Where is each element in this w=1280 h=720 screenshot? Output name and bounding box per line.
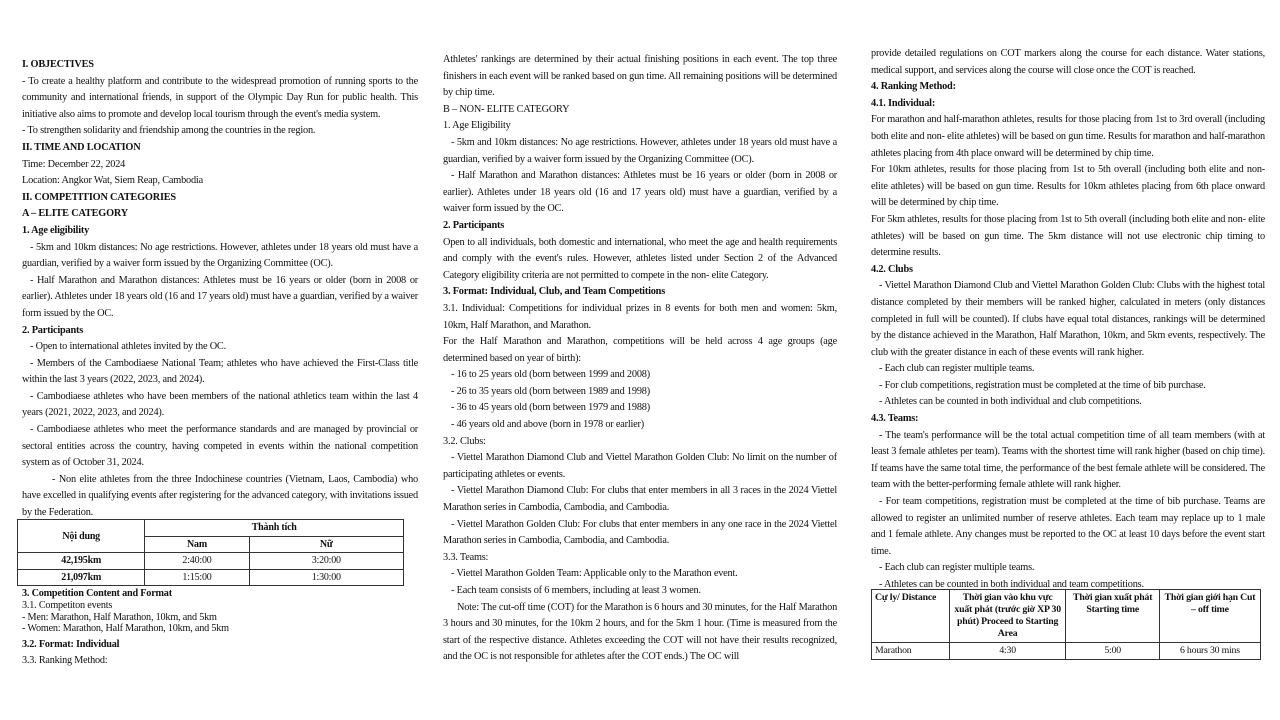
- events-heading: 3.1. Competiton events: [22, 599, 113, 611]
- table-header-start: Thời gian xuất phát Starting time: [1066, 590, 1159, 643]
- team-rule: - Each club can register multiple teams.: [879, 562, 1035, 574]
- participant-rule: - Members of the Cambodiaese National Team; athletes who have achieved the First-Class title within the last 3 years (2022, 2023, and 2024).: [22, 357, 418, 386]
- column-3: [871, 46, 1265, 594]
- clubs-heading: 3.2. Clubs:: [443, 435, 486, 447]
- men-events: - Men: Marathon, Half Marathon, 10km, and 5km: [22, 611, 217, 623]
- event-time: Time: December 22, 2024: [22, 158, 126, 170]
- table-cell-cutoff: 6 hours 30 mins: [1159, 643, 1260, 660]
- table-cell-event: 21,097km: [18, 569, 145, 586]
- club-rule: - Viettel Marathon Diamond Club and Viettel Marathon Golden Club: No limit on the number of participating athletes or events.: [443, 452, 837, 480]
- individual-text: 3.1. Individual: Competitions for individual prizes in 8 events for both men and women: 5km, 10km, Half Marathon, and Marathon.: [443, 302, 837, 331]
- club-rule: - Each club can register multiple teams.: [879, 363, 1035, 375]
- team-rule: - For team competitions, registration must be completed at the time of bib purchase. Teams are allowed to register an unlimited number of reserve athletes. Each team may replace up to 1 male and 1 female athlete. Any changes must be reported to the OC at least 10 days before the event start time.: [871, 496, 1265, 557]
- table-header-female: Nữ: [249, 536, 403, 553]
- individual-text: For the Half Marathon and Marathon, competitions will be held across 4 age groups (age determined based on year of birth):: [443, 336, 837, 364]
- table-cell-female: 1:30:00: [249, 569, 403, 586]
- age-group-item: - 46 years old and above (born in 1978 or earlier): [451, 419, 645, 431]
- participants-text: Open to all individuals, both domestic and international, who meet the age and health requirements and comply with the event's rules. However, athletes listed under Section 2 of the Advanced Category eligibility criteria are not permitted to compete in the non- elite Category.: [443, 236, 837, 281]
- age-group-item: - 36 to 45 years old (born between 1979 and 1988): [451, 402, 650, 414]
- club-rule: - Athletes can be counted in both individual and club competitions.: [879, 396, 1142, 408]
- age-rule: - Half Marathon and Marathon distances: Athletes must be 16 years or older (born in 2008 or earlier). Athletes under 18 years old (16 and 17 years old) must have a guardian, verified by a waiver form issued by the OC.: [22, 274, 418, 319]
- age-rule: - Half Marathon and Marathon distances: Athletes must be 16 years or older (born in 2008 or earlier). Athletes under 18 years old (16 and 17 years old) must have a guardian, verified by a waiver form issued by the OC.: [443, 170, 837, 215]
- table-header-result: Thành tích: [145, 520, 404, 537]
- team-rule: - Each team consists of 6 members, including at least 3 women.: [451, 585, 701, 596]
- table-cell-start: 5:00: [1066, 643, 1159, 660]
- individual-rule: For 5km athletes, results for those placing from 1st to 5th overall (including both elite and non- elite athletes) will be based on gun time. The 5km distance will not use electronic chip timing to determine results.: [871, 213, 1265, 259]
- table-header-proceed: Thời gian vào khu vực xuất phát (trước giờ XP 30 phút) Proceed to Starting Area: [949, 590, 1066, 643]
- individual-rule: For marathon and half-marathon athletes, results for those placing from 1st to 3rd overall (including both elite and non- elite athletes) will be based on gun time. Results for marathon and half-marathon athletes placing from 4th place onward will be determined by chip time.: [871, 114, 1265, 159]
- individual-rule: For 10km athletes, results for those placing from 1st to 5th overall (including both elite and non- elite athletes) will be based on gun time. Results for 10km athletes placing from 6th place onward will be determined by chip time.: [871, 164, 1265, 209]
- team-rule: - Athletes can be counted in both individual and team competitions.: [879, 579, 1144, 590]
- clubs-heading: 4.2. Clubs: [871, 263, 913, 275]
- column-1-bottom: [22, 588, 418, 667]
- teams-heading: 3.3. Teams:: [443, 551, 489, 563]
- continued-text: provide detailed regulations on COT markers along the course for each distance. Water stations, medical support, and services along the course will close once the COT is reached.: [871, 48, 1265, 76]
- teams-heading: 4.3. Teams:: [871, 413, 919, 425]
- objectives-heading: I. OBJECTIVES: [22, 59, 94, 70]
- event-location: Location: Angkor Wat, Siem Reap, Cambodia: [22, 175, 203, 187]
- categories-heading: II. COMPETITION CATEGORIES: [22, 191, 176, 203]
- age-group-item: - 26 to 35 years old (born between 1989 and 1998): [451, 385, 650, 397]
- start-time-table: [871, 589, 1261, 660]
- ranking-text: Athletes' rankings are determined by their actual finishing positions in each event. The top three finishers in each event will be ranked based on gun time. All remaining positions will be determined by chip time.: [443, 54, 837, 99]
- age-eligibility-heading: 1. Age Eligibility: [443, 120, 511, 132]
- table-header-content: Nội dung: [18, 520, 145, 553]
- time-location-heading: II. TIME AND LOCATION: [22, 141, 141, 153]
- club-rule: - Viettel Marathon Diamond Club: For clubs that enter members in all 3 races in the 2024 Viettel Marathon series in Cambodia, Cambodia, and Cambodia.: [443, 485, 837, 514]
- table-cell-proceed: 4:30: [949, 643, 1066, 660]
- age-rule: - 5km and 10km distances: No age restrictions. However, athletes under 18 years old must have a guardian, verified by a waiver form issued by the Organizing Committee (OC).: [22, 241, 418, 270]
- club-rule: - For club competitions, registration must be completed at the time of bib purchase.: [879, 379, 1206, 391]
- competition-content-heading: 3. Competition Content and Format: [22, 588, 172, 599]
- objective-item: - To create a healthy platform and contribute to the widespread promotion of running sports to the community and international friends, in support of the Olympic Day Run for public health. This initiative also aims to promote and develop local tourism through the event's media system.: [22, 75, 418, 120]
- format-heading: 3. Format: Individual, Club, and Team Competitions: [443, 286, 666, 298]
- format-heading: 3.2. Format: Individual: [22, 639, 120, 651]
- table-cell-male: 2:40:00: [145, 553, 249, 570]
- table-header-male: Nam: [145, 536, 249, 553]
- participant-rule: - Open to international athletes invited by the OC.: [30, 341, 226, 353]
- non-elite-heading: B – NON- ELITE CATEGORY: [443, 103, 570, 115]
- table-cell-distance: Marathon: [872, 643, 950, 660]
- table-row: [872, 643, 1261, 660]
- table-row: [18, 569, 404, 586]
- women-events: - Women: Marathon, Half Marathon, 10km, and 5km: [22, 623, 229, 635]
- club-rule: - Viettel Marathon Diamond Club and Viettel Marathon Golden Club: Clubs with the highest total distance completed by their members will be ranked higher, calculated in meters (only distances completed in full will be counted). If clubs have equal total distances, rankings will be determined by the distance achieved in the Marathon, Half Marathon, 10km, and 5km events, respectively. The club with the greater distance in each of these events will rank higher.: [871, 280, 1265, 358]
- participants-heading: 2. Participants: [443, 219, 505, 231]
- column-2: [443, 52, 837, 666]
- table-header-cutoff: Thời gian giới hạn Cut – off time: [1159, 590, 1260, 643]
- participant-rule: - Cambodiaese athletes who meet the performance standards and are managed by provincial or sectoral entities across the country, having competed in events within the national competition system as of October 31, 2024.: [22, 424, 418, 469]
- age-rule: - 5km and 10km distances: No age restrictions. However, athletes under 18 years old must have a guardian, verified by a waiver form issued by the Organizing Committee (OC).: [443, 136, 837, 165]
- performance-standards-table: [17, 519, 404, 586]
- club-rule: - Viettel Marathon Golden Club: For clubs that enter members in any one race in the 2024 Viettel Marathon series in Cambodia, Cambodia, and Cambodia.: [443, 518, 837, 547]
- team-rule: - Viettel Marathon Golden Team: Applicable only to the Marathon event.: [451, 568, 738, 580]
- age-eligibility-heading: 1. Age eligibility: [22, 224, 90, 236]
- table-header-distance: Cự ly/ Distance: [872, 590, 950, 643]
- column-1: [22, 57, 418, 522]
- ranking-heading: 3.3. Ranking Method:: [22, 654, 108, 666]
- participant-rule: - Cambodiaese athletes who have been members of the national athletics team within the last 4 years (2021, 2022, 2023, and 2024).: [22, 390, 418, 419]
- team-rule: - The team's performance will be the total actual competition time of all team members (with at least 3 female athletes per team). Teams with the shortest time will rank higher (based on chip time). If teams have the same total time, the performance of the best female athlete will be considered. The team with the better-performing female athlete will rank higher.: [871, 429, 1265, 491]
- table-cell-event: 42,195km: [18, 553, 145, 570]
- cutoff-note: Note: The cut-off time (COT) for the Marathon is 6 hours and 30 minutes, for the Half Marathon 3 hours and 30 minutes, for the 10km 2 hours, and for the 5km 1 hour. (Time is measured from the start of the respective distance. Athletes exceeding the COT will not have their results recognized, and the OC is not responsible for athletes after the COT ends.) The OC will: [443, 601, 838, 663]
- table-row: [18, 553, 404, 570]
- individual-heading: 4.1. Individual:: [871, 97, 936, 109]
- elite-category-heading: A – ELITE CATEGORY: [22, 208, 128, 220]
- ranking-method-heading: 4. Ranking Method:: [871, 81, 956, 93]
- table-cell-female: 3:20:00: [249, 553, 403, 570]
- participants-heading: 2. Participants: [22, 324, 84, 336]
- table-cell-male: 1:15:00: [145, 569, 249, 586]
- age-group-item: - 16 to 25 years old (born between 1999 and 2008): [451, 369, 650, 381]
- participant-rule: - Non elite athletes from the three Indochinese countries (Vietnam, Laos, Cambodia) who have excelled in qualifying events after registering for the advanced category, with invitations issued by the Federation.: [22, 473, 418, 519]
- objective-item: - To strengthen solidarity and friendship among the countries in the region.: [22, 125, 316, 137]
